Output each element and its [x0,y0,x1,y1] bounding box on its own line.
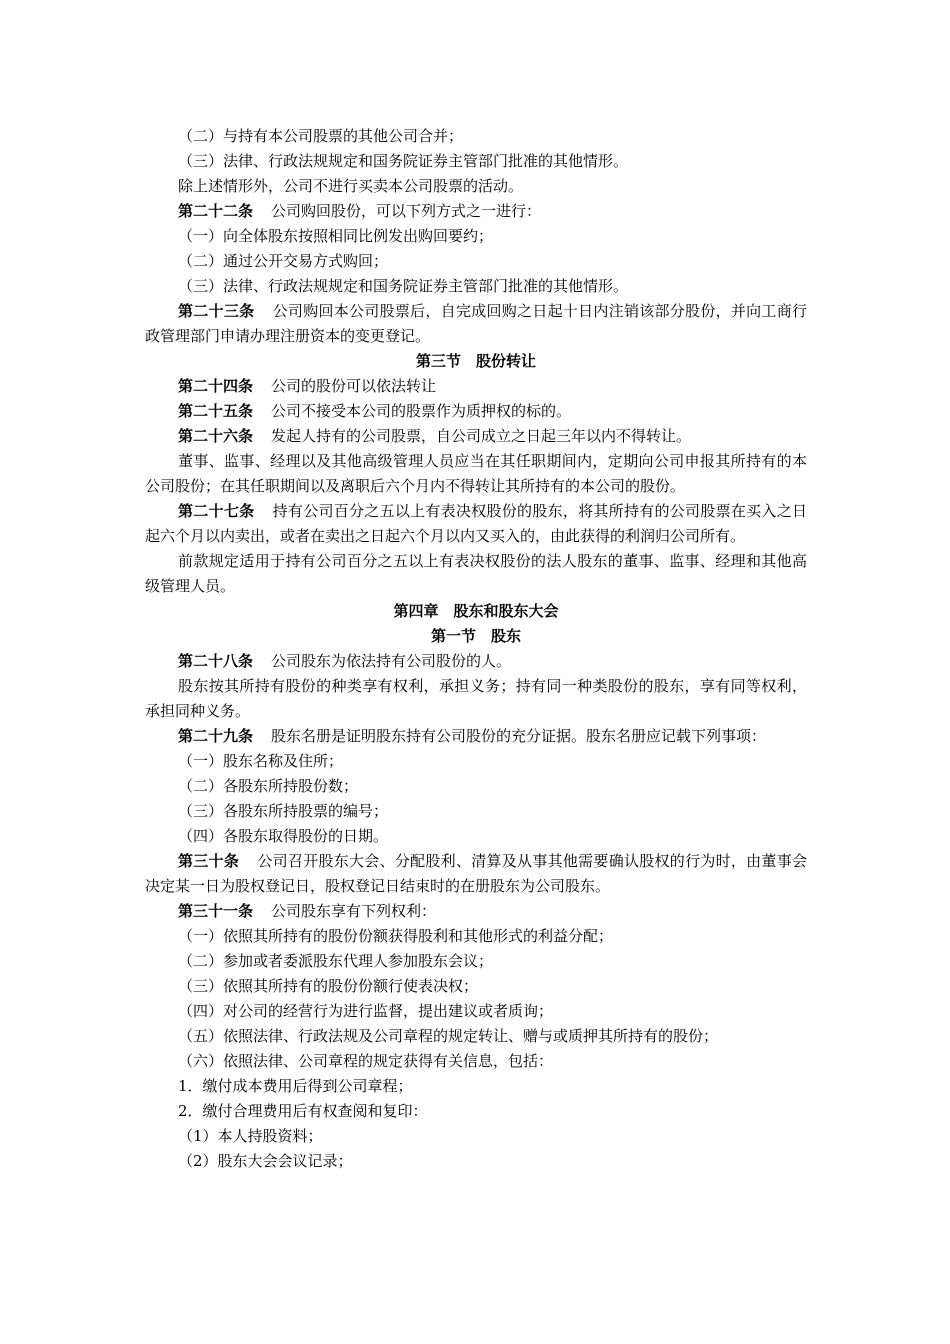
article-29 [145,724,807,749]
article-title: 第二十八条 [178,652,254,670]
list-item: （二）通过公开交易方式购回； [178,252,389,270]
list-item: （一）股东名称及住所； [178,752,344,770]
article-text: 公司的股份可以依法转让 [271,377,437,395]
list-item: （六）依照法律、公司章程的规定获得有关信息，包括： [178,1052,554,1070]
article-title: 第三十条 [178,852,240,870]
article-text: 发起人持有的公司股票，自公司成立之日起三年以内不得转让。 [271,427,692,445]
article-text: 持有公司百分之五以上有表决权股份的股东，将其所持有的公司股票在买入之日起六个月以内卖出，或者在卖出之日起六个月以内又买入的，由此获得的利润归公司所有。 [145,502,807,545]
article-25 [145,399,807,424]
paragraph: 股东按其所持有股份的种类享有权利，承担义务；持有同一种类股份的股东，享有同等权利，承担同种义务。 [145,677,807,720]
paragraph: 前款规定适用于持有公司百分之五以上有表决权股份的法人股东的董事、监事、经理和其他高级管理人员。 [145,552,807,595]
article-title: 第二十六条 [178,427,254,445]
sub-sub-item: （1）本人持股资料； [178,1127,323,1145]
article-28 [145,649,807,674]
article-31 [145,899,807,924]
article-30 [145,849,807,899]
text-line: （二）与持有本公司股票的其他公司合并； [178,127,464,145]
article-title: 第二十四条 [178,377,254,395]
article-27 [145,499,807,549]
list-item: （一）向全体股东按照相同比例发出购回要约； [178,227,494,245]
article-text: 股东名册是证明股东持有公司股份的充分证据。股东名册应记载下列事项： [271,727,767,745]
list-item: （四）各股东取得股份的日期。 [178,827,389,845]
list-item: （二）参加或者委派股东代理人参加股东会议； [178,952,494,970]
section-heading: 第三节 股份转让 [415,352,536,370]
article-title: 第二十三条 [178,302,255,320]
sub-sub-item: （2）股东大会会议记录； [178,1152,353,1170]
article-24 [145,374,807,399]
article-22 [145,199,807,224]
article-title: 第三十一条 [178,902,254,920]
document-body [145,124,807,1174]
article-26 [145,424,807,449]
list-item: （二）各股东所持股份数； [178,777,359,795]
list-item: （四）对公司的经营行为进行监督，提出建议或者质询； [178,1002,554,1020]
article-text: 公司不接受本公司的股票作为质押权的标的。 [271,402,572,420]
text-line: （三）法律、行政法规规定和国务院证券主管部门批准的其他情形。 [178,152,629,170]
article-title: 第二十五条 [178,402,254,420]
section-heading: 第一节 股东 [430,627,521,645]
list-item: （三）各股东所持股票的编号； [178,802,389,820]
paragraph: 董事、监事、经理以及其他高级管理人员应当在其任职期间内，定期向公司申报其所持有的本公司股份；在其任职期间以及离职后六个月内不得转让其所持有的本公司的股份。 [145,452,807,495]
list-item: （五）依照法律、行政法规及公司章程的规定转让、赠与或质押其所持有的股份； [178,1027,719,1045]
article-text: 公司股东享有下列权利： [271,902,437,920]
article-text: 公司购回股份，可以下列方式之一进行： [271,202,542,220]
list-item: （三）依照其所持有的股份份额行使表决权； [178,977,479,995]
article-title: 第二十九条 [178,727,254,745]
article-title: 第二十二条 [178,202,254,220]
list-item: （三）法律、行政法规规定和国务院证券主管部门批准的其他情形。 [178,277,629,295]
article-23 [145,299,807,349]
chapter-heading: 第四章 股东和股东大会 [393,602,559,620]
text-line: 除上述情形外，公司不进行买卖本公司股票的活动。 [178,177,524,195]
list-item: （一）依照其所持有的股份份额获得股利和其他形式的利益分配； [178,927,614,945]
article-text: 公司购回本公司股票后，自完成回购之日起十日内注销该部分股份，并向工商行政管理部门申请办理注册资本的变更登记。 [145,302,807,345]
sub-item: 1．缴付成本费用后得到公司章程； [178,1077,413,1095]
article-text: 公司股东为依法持有公司股份的人。 [271,652,512,670]
article-title: 第二十七条 [178,502,255,520]
article-text: 公司召开股东大会、分配股利、清算及从事其他需要确认股权的行为时，由董事会决定某一日为股权登记日，股权登记日结束时的在册股东为公司股东。 [145,852,807,895]
sub-item: 2．缴付合理费用后有权查阅和复印： [178,1102,428,1120]
